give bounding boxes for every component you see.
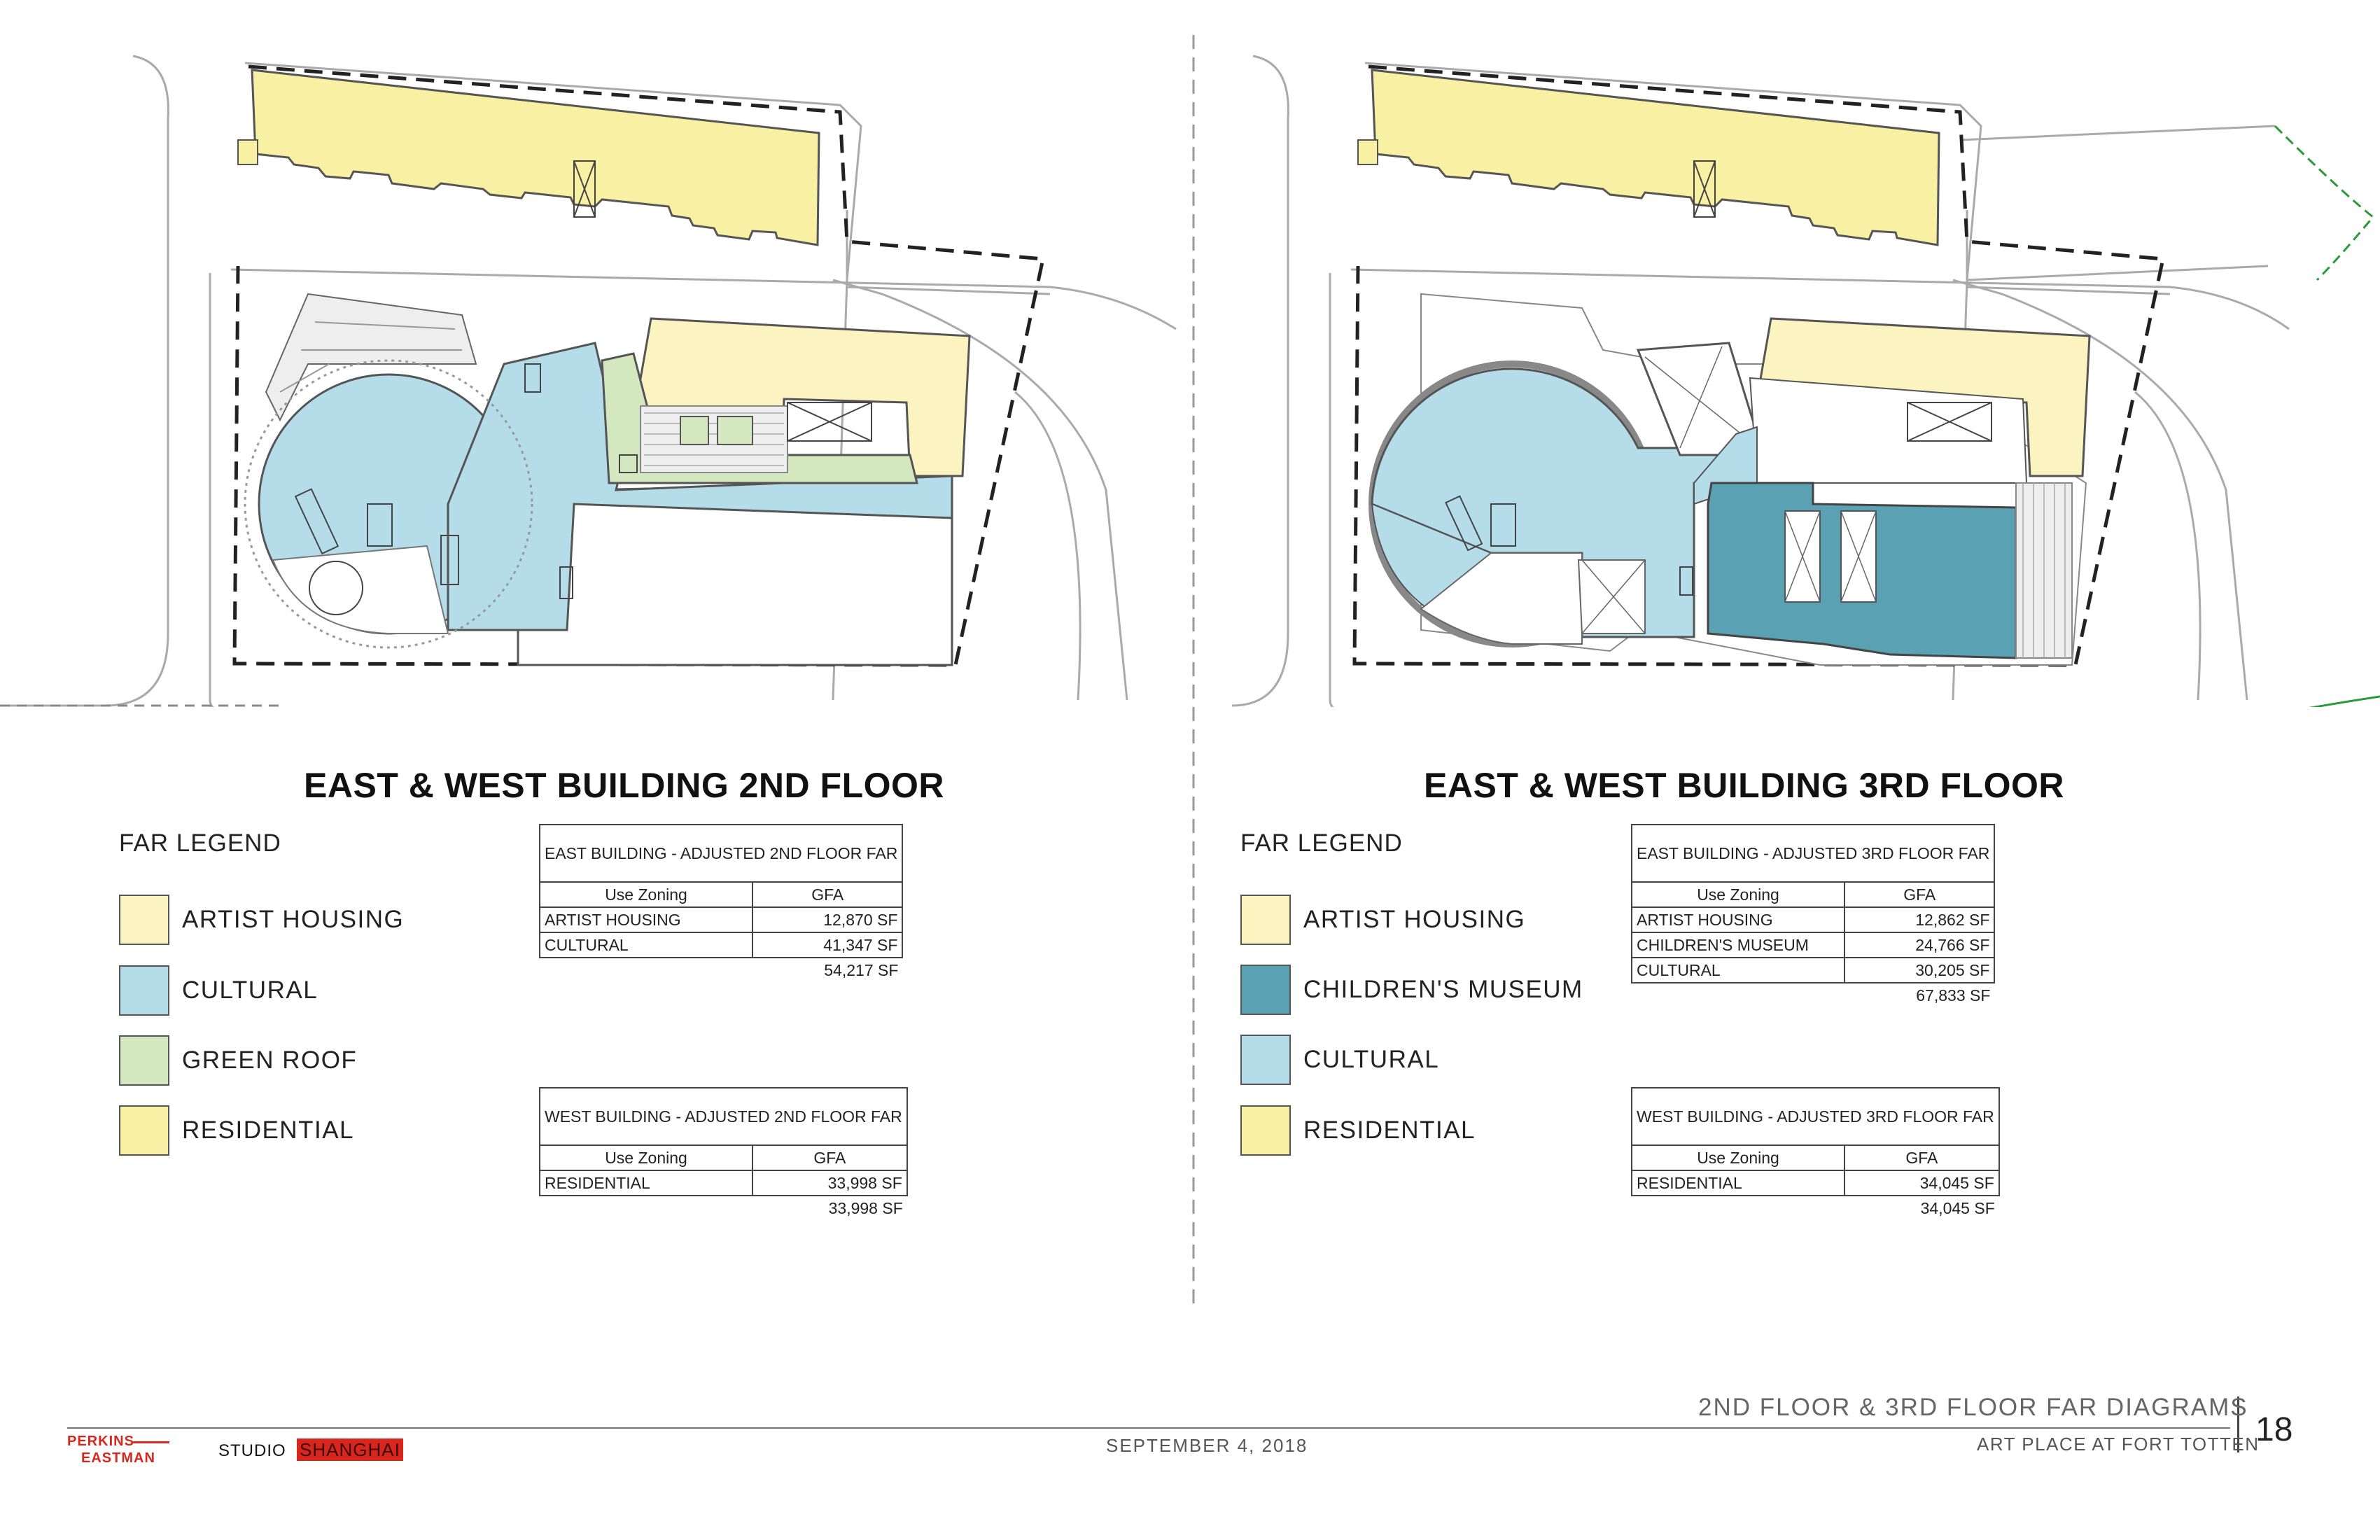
column-header-gfa: GFA (1844, 882, 1994, 907)
logo-studio: STUDIO (218, 1441, 286, 1460)
legend-item-cultural (1240, 1033, 1439, 1086)
legend-swatch (1240, 1105, 1291, 1156)
panel-divider (1190, 35, 1197, 1309)
legend-label: ARTIST HOUSING (182, 906, 405, 933)
legend-label: RESIDENTIAL (182, 1116, 354, 1144)
legend-label: CULTURAL (182, 976, 318, 1004)
table-row (1632, 932, 1994, 958)
table-title: WEST BUILDING - ADJUSTED 2ND FLOOR FAR (540, 1088, 907, 1145)
legend-label: RESIDENTIAL (1303, 1116, 1476, 1144)
site-plan-3rd-floor (1190, 0, 2380, 707)
logo-shanghai: SHANGHAI (297, 1438, 403, 1461)
legend-item-green-roof (119, 1034, 357, 1087)
table-row (1632, 958, 1994, 983)
legend-item-cultural (119, 964, 318, 1017)
table-total: 33,998 SF (828, 1198, 903, 1217)
row-use: CULTURAL (540, 932, 752, 958)
table-title: EAST BUILDING - ADJUSTED 2ND FLOOR FAR (540, 825, 902, 882)
legend-item-artist-housing (119, 893, 404, 946)
legend-swatch (119, 1035, 169, 1086)
west-building-far-table-3rd (1631, 1087, 2000, 1220)
logo-eastman: EASTMAN (81, 1450, 155, 1466)
panel-title-2nd-floor: EAST & WEST BUILDING 2ND FLOOR (304, 766, 944, 805)
sheet-title: 2ND FLOOR & 3RD FLOOR FAR DIAGRAMS (1698, 1394, 2248, 1421)
legend-swatch (119, 965, 169, 1016)
column-header-use: Use Zoning (1632, 1145, 1844, 1170)
logo-perkins: PERKINS (67, 1434, 134, 1449)
page-number: 18 (2255, 1411, 2293, 1448)
legend-item-residential (119, 1104, 354, 1157)
table-row (1632, 907, 1994, 932)
east-building-far-table-2nd (539, 824, 903, 982)
row-gfa: 33,998 SF (752, 1170, 907, 1196)
legend-swatch (119, 895, 169, 945)
legend-title: FAR LEGEND (1240, 830, 1403, 857)
table-row (540, 1170, 907, 1196)
residential-west-building (252, 70, 819, 245)
legend-title: FAR LEGEND (119, 830, 281, 857)
table-title: EAST BUILDING - ADJUSTED 3RD FLOOR FAR (1632, 825, 1994, 882)
legend-swatch (119, 1105, 169, 1156)
table-total: 54,217 SF (824, 960, 899, 979)
table-title: WEST BUILDING - ADJUSTED 3RD FLOOR FAR (1632, 1088, 1999, 1145)
west-building-far-table-2nd (539, 1087, 908, 1220)
table-row (540, 932, 902, 958)
legend-swatch (1240, 965, 1291, 1015)
row-use: ARTIST HOUSING (1632, 907, 1844, 932)
column-header-use: Use Zoning (540, 882, 752, 907)
project-name: ART PLACE AT FORT TOTTEN (1977, 1434, 2260, 1455)
legend-label: ARTIST HOUSING (1303, 906, 1526, 933)
row-gfa: 30,205 SF (1844, 958, 1994, 983)
row-use: RESIDENTIAL (540, 1170, 752, 1196)
row-use: RESIDENTIAL (1632, 1170, 1844, 1196)
table-total: 34,045 SF (1920, 1198, 1995, 1217)
east-building-far-table-3rd (1631, 824, 1995, 1007)
footer-rule (67, 1427, 2230, 1429)
column-header-use: Use Zoning (1632, 882, 1844, 907)
site-plan-2nd-floor (0, 0, 1190, 707)
legend-label: CULTURAL (1303, 1046, 1440, 1073)
table-row (1632, 1170, 1999, 1196)
legend-swatch (1240, 1035, 1291, 1085)
row-gfa: 41,347 SF (752, 932, 902, 958)
row-use: CHILDREN'S MUSEUM (1632, 932, 1844, 958)
column-header-gfa: GFA (1844, 1145, 1999, 1170)
residential-west-building-3rd (1372, 70, 1939, 245)
footer-date: SEPTEMBER 4, 2018 (1106, 1435, 1308, 1456)
row-gfa: 12,870 SF (752, 907, 902, 932)
logo-rule (133, 1441, 169, 1443)
legend-item-residential (1240, 1104, 1476, 1157)
perkins-eastman-logo (67, 1434, 172, 1469)
row-gfa: 24,766 SF (1844, 932, 1994, 958)
table-row (540, 907, 902, 932)
legend-swatch (1240, 895, 1291, 945)
table-total: 67,833 SF (1916, 986, 1991, 1004)
row-gfa: 12,862 SF (1844, 907, 1994, 932)
legend-label: CHILDREN'S MUSEUM (1303, 976, 1583, 1003)
legend-item-childrens-museum (1240, 963, 1583, 1016)
column-header-gfa: GFA (752, 882, 902, 907)
column-header-gfa: GFA (752, 1145, 907, 1170)
panel-title-3rd-floor: EAST & WEST BUILDING 3RD FLOOR (1424, 766, 2064, 805)
legend-item-artist-housing (1240, 893, 1525, 946)
row-gfa: 34,045 SF (1844, 1170, 1999, 1196)
row-use: ARTIST HOUSING (540, 907, 752, 932)
row-use: CULTURAL (1632, 958, 1844, 983)
column-header-use: Use Zoning (540, 1145, 752, 1170)
legend-label: GREEN ROOF (182, 1046, 358, 1074)
